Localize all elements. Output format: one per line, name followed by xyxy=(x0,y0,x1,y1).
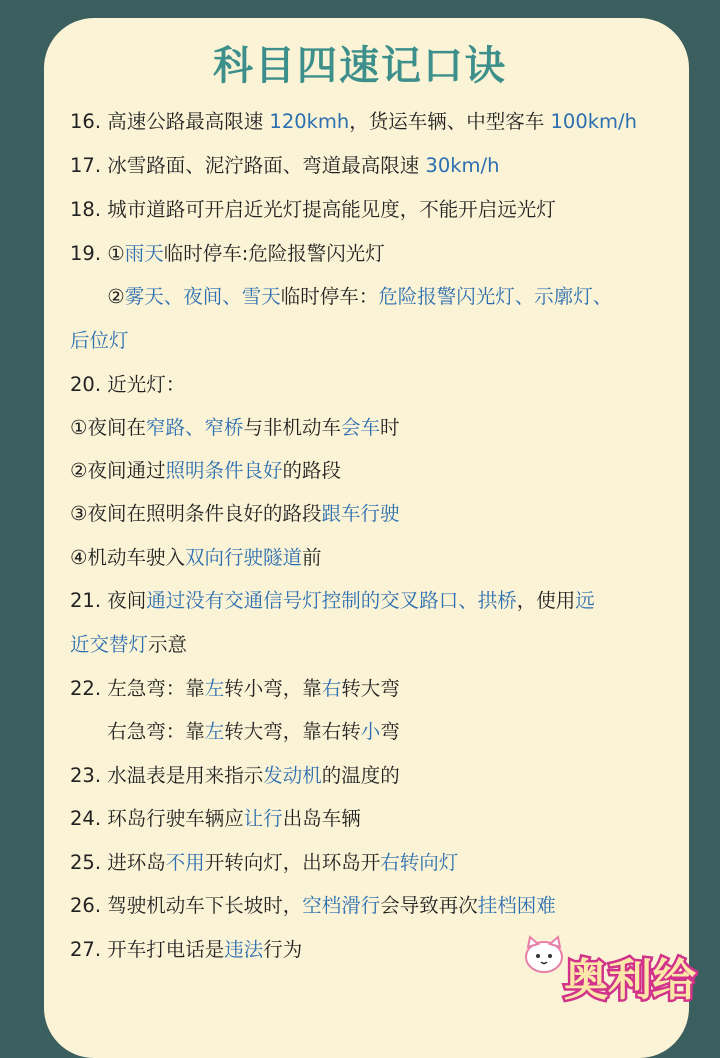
line-text: 的路段 xyxy=(282,459,342,482)
text-line xyxy=(70,325,129,353)
text-line xyxy=(70,847,458,875)
highlight-text: 发动机 xyxy=(263,764,322,787)
text-line xyxy=(70,760,400,788)
text-line xyxy=(70,498,400,526)
highlight-text: 雨天 xyxy=(124,242,164,265)
line-text: 22. 左急弯：靠 xyxy=(70,677,205,700)
text-line xyxy=(70,455,341,483)
highlight-text: 远 xyxy=(575,589,595,612)
line-text: 转小弯，靠 xyxy=(224,677,322,700)
highlight-text: 空档滑行 xyxy=(302,894,381,917)
highlight-text: 100km/h xyxy=(550,110,637,133)
highlight-text: 危险报警闪光灯、示廓灯、 xyxy=(378,285,613,308)
highlight-text: 左 xyxy=(204,677,225,700)
page-title: 科目四速记口诀 xyxy=(213,43,507,89)
line-text: 27. 开车打电话是 xyxy=(70,938,225,961)
highlight-text: 120kmh xyxy=(269,110,350,133)
highlight-text: 会车 xyxy=(341,416,381,439)
line-text: 示意 xyxy=(148,633,188,656)
highlight-text: 双向行驶隧道 xyxy=(184,546,302,569)
text-line xyxy=(70,412,400,440)
line-text: 20. 近光灯： xyxy=(70,373,186,396)
highlight-text: 不用 xyxy=(165,851,205,874)
line-text: 转大弯 xyxy=(341,677,400,700)
line-text: 右急弯：靠 xyxy=(70,720,205,743)
text-line xyxy=(70,673,400,701)
line-text: 开转向灯，出环岛开 xyxy=(204,851,381,874)
line-text: 临时停车： xyxy=(280,285,379,308)
line-text: 与非机动车 xyxy=(243,416,342,439)
text-line xyxy=(70,194,556,222)
line-text: 转大弯，靠右转 xyxy=(224,720,361,743)
text-line xyxy=(70,629,187,657)
line-text: 24. 环岛行驶车辆应 xyxy=(70,807,244,830)
highlight-text: 30km/h xyxy=(425,154,500,177)
sticker-text: 奥利给 xyxy=(564,955,696,1006)
text-line xyxy=(70,106,637,134)
line-text: 弯 xyxy=(380,720,400,743)
line-text: 临时停车:危险报警闪光灯 xyxy=(163,242,385,265)
highlight-text: 雾天、夜间、雪天 xyxy=(124,285,281,308)
line-text: 会导致再次 xyxy=(380,894,478,917)
highlight-text: 近交替灯 xyxy=(70,633,149,656)
line-text: 出岛车辆 xyxy=(282,807,361,830)
line-text: 19. ① xyxy=(70,242,125,265)
text-line xyxy=(70,150,499,178)
line-text: ①夜间在 xyxy=(70,416,146,439)
cat-face-icon xyxy=(526,937,562,972)
line-text: ③夜间在照明条件良好的路段 xyxy=(70,502,322,525)
line-text: 前 xyxy=(302,546,322,569)
sticker xyxy=(510,935,720,1015)
highlight-text: 违法 xyxy=(224,938,264,961)
line-text: ④机动车驶入 xyxy=(70,546,185,569)
line-text: ② xyxy=(70,285,125,308)
line-text: 的温度的 xyxy=(321,764,400,787)
highlight-text: 小 xyxy=(360,720,381,743)
line-text: 26. 驾驶机动车下长坡时， xyxy=(70,894,303,917)
line-text: 行为 xyxy=(263,938,303,961)
line-text: 18. 城市道路可开启近光灯提高能见度，不能开启远光灯 xyxy=(70,198,556,221)
text-line xyxy=(70,934,302,962)
highlight-text: 右转向灯 xyxy=(380,851,459,874)
line-text: 时 xyxy=(380,416,400,439)
highlight-text: 让行 xyxy=(243,807,283,830)
line-text: ，货运车辆、中型客车 xyxy=(349,110,551,133)
line-text: 23. 水温表是用来指示 xyxy=(70,764,264,787)
highlight-text: 左 xyxy=(204,720,225,743)
line-text: 17. 冰雪路面、泥泞路面、弯道最高限速 xyxy=(70,154,426,177)
text-line xyxy=(70,716,400,744)
highlight-text: 通过没有交通信号灯控制的交叉路口、拱桥 xyxy=(146,589,517,612)
text-line xyxy=(70,542,322,570)
highlight-text: 窄路、窄桥 xyxy=(145,416,244,439)
highlight-text: 挂档困难 xyxy=(477,894,556,917)
highlight-text: 照明条件良好 xyxy=(165,459,283,482)
line-text: ，使用 xyxy=(516,589,576,612)
line-text: 25. 进环岛 xyxy=(70,851,166,874)
highlight-text: 跟车行驶 xyxy=(321,502,400,525)
highlight-text: 右 xyxy=(321,677,342,700)
text-line xyxy=(70,890,556,918)
text-line xyxy=(70,585,595,613)
line-text: ②夜间通过 xyxy=(70,459,166,482)
line-text: 16. 高速公路最高限速 xyxy=(70,110,270,133)
text-line xyxy=(70,238,385,266)
line-text: 21. 夜间 xyxy=(70,589,147,612)
highlight-text: 后位灯 xyxy=(70,329,129,352)
text-line xyxy=(70,281,612,309)
text-line xyxy=(70,369,185,397)
text-line xyxy=(70,803,361,831)
